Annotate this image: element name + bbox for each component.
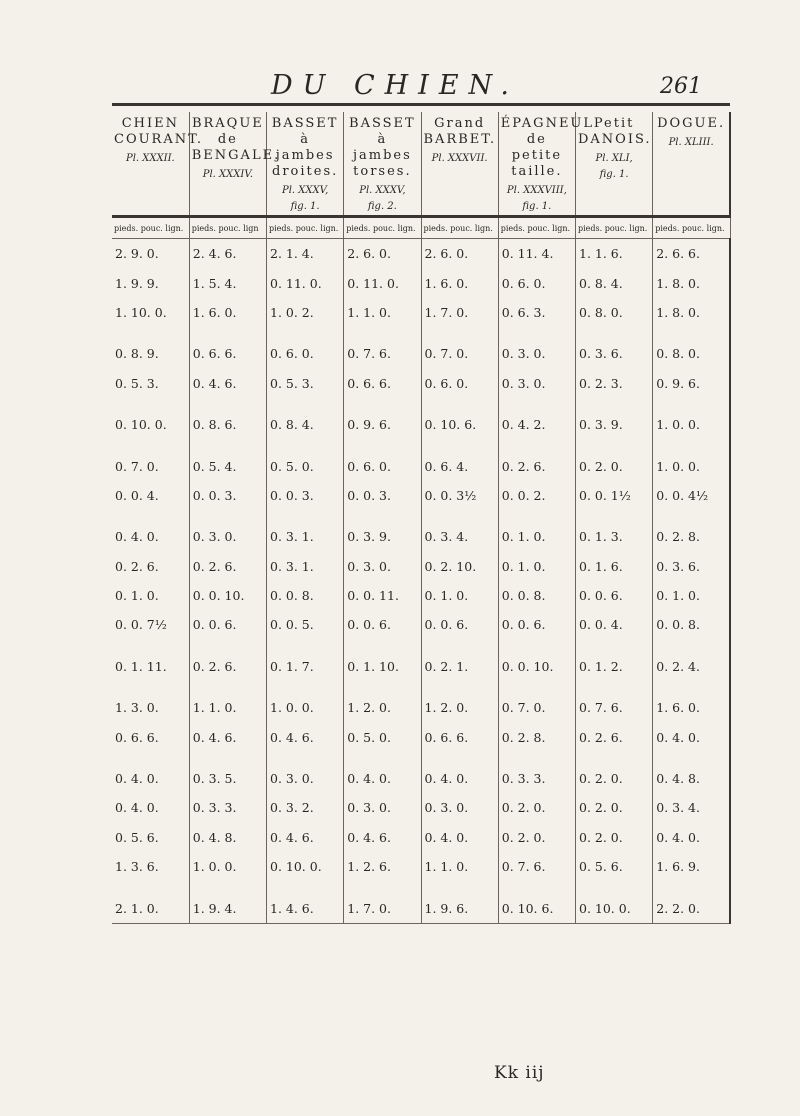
running-head-title: DU CHIEN.: [270, 70, 520, 101]
measurement-cell: 0. 2. 1.: [421, 640, 498, 681]
measurement-cell: 0. 0. 6.: [421, 610, 498, 639]
measurement-cell: 0. 4. 2.: [498, 398, 575, 439]
measurement-cell: 0. 0. 10.: [498, 640, 575, 681]
measurement-cell: 0. 3. 0.: [498, 327, 575, 368]
figure-reference: fig. 1.: [599, 169, 629, 180]
measurement-cell: 0. 2. 6.: [189, 640, 266, 681]
measurement-cell: 0. 2. 10.: [421, 552, 498, 581]
measurement-cell: 0. 0. 8.: [267, 581, 344, 610]
measurement-cell: 0. 3. 3.: [498, 752, 575, 793]
column-header: [421, 112, 498, 217]
measurement-cell: 0. 1. 11.: [112, 640, 189, 681]
unit-header-row: [112, 217, 730, 239]
measurement-cell: 0. 7. 6.: [344, 327, 421, 368]
table-row: [112, 439, 730, 480]
measurement-cell: 0. 7. 0.: [112, 439, 189, 480]
breed-name: ÉPAGNEUL de petite taille.: [500, 116, 595, 179]
measurement-cell: 0. 0. 8.: [498, 581, 575, 610]
measurement-cell: 1. 5. 4.: [189, 268, 266, 297]
table-row: [112, 852, 730, 881]
measurement-cell: 0. 0. 6.: [498, 610, 575, 639]
measurement-cell: 0. 5. 3.: [267, 369, 344, 398]
measurement-cell: 2. 2. 0.: [653, 881, 730, 923]
measurement-cell: 1. 9. 6.: [421, 881, 498, 923]
measurement-cell: 0. 0. 6.: [344, 610, 421, 639]
measurement-cell: 0. 6. 3.: [498, 298, 575, 327]
measurement-cell: 0. 0. 8.: [653, 610, 730, 639]
unit-label: pieds. pouc. lign.: [653, 217, 730, 239]
measurement-cell: 0. 3. 1.: [267, 510, 344, 551]
measurement-cell: 0. 2. 0.: [576, 439, 653, 480]
measurement-cell: 1. 7. 0.: [344, 881, 421, 923]
measurement-cell: 0. 2. 0.: [498, 793, 575, 822]
measurement-table: [112, 112, 731, 924]
measurement-cell: 0. 3. 2.: [267, 793, 344, 822]
table-row: [112, 681, 730, 722]
plate-reference: Pl. XXXV,: [359, 185, 406, 196]
measurement-cell: 1. 8. 0.: [653, 268, 730, 297]
measurement-cell: 0. 4. 8.: [653, 752, 730, 793]
page-number: 261: [660, 74, 702, 99]
table-row: [112, 298, 730, 327]
measurement-cell: 0. 7. 6.: [576, 681, 653, 722]
measurement-cell: 1. 1. 0.: [189, 681, 266, 722]
measurement-cell: 0. 0. 3.: [344, 481, 421, 510]
measurement-cell: 0. 5. 3.: [112, 369, 189, 398]
measurement-cell: 0. 4. 6.: [189, 369, 266, 398]
table-row: [112, 268, 730, 297]
measurement-cell: 1. 10. 0.: [112, 298, 189, 327]
breed-name: BASSET à jambes droites.: [271, 116, 339, 179]
measurement-cell: 0. 4. 0.: [112, 793, 189, 822]
measurement-cell: 0. 1. 7.: [267, 640, 344, 681]
measurement-cell: 0. 2. 6.: [498, 439, 575, 480]
measurement-cell: 0. 4. 0.: [653, 722, 730, 751]
measurement-cell: 1. 2. 0.: [344, 681, 421, 722]
measurement-cell: 0. 5. 6.: [576, 852, 653, 881]
measurement-cell: 0. 1. 10.: [344, 640, 421, 681]
breed-name: BASSET à jambes torses.: [349, 116, 416, 179]
measurement-cell: 0. 10. 0.: [576, 881, 653, 923]
measurement-cell: 0. 9. 6.: [653, 369, 730, 398]
measurement-cell: 1. 7. 0.: [421, 298, 498, 327]
measurement-cell: 0. 2. 0.: [576, 793, 653, 822]
measurement-cell: 1. 8. 0.: [653, 298, 730, 327]
measurement-cell: 0. 4. 6.: [267, 823, 344, 852]
table-row: [112, 722, 730, 751]
column-header: [112, 112, 204, 217]
measurement-cell: 0. 0. 3.: [189, 481, 266, 510]
plate-reference: Pl. XXXV,: [281, 185, 329, 196]
figure-reference: fig. 1.: [290, 201, 320, 212]
measurement-cell: 0. 10. 0.: [112, 398, 189, 439]
measurement-cell: 0. 10. 6.: [421, 398, 498, 439]
measurement-cell: 0. 3. 0.: [344, 793, 421, 822]
measurement-cell: 2. 6. 0.: [344, 239, 421, 269]
measurement-cell: 1. 3. 6.: [112, 852, 189, 881]
breed-name: BRAQUE de BENGALE.: [191, 116, 281, 163]
plate-reference: Pl. XXXVIII,: [506, 185, 567, 196]
measurement-cell: 0. 10. 0.: [267, 852, 344, 881]
column-header: [498, 112, 595, 217]
measurement-cell: 0. 3. 0.: [189, 510, 266, 551]
measurement-cell: 0. 2. 0.: [576, 752, 653, 793]
measurement-cell: 0. 8. 9.: [112, 327, 189, 368]
measurement-cell: 0. 8. 4.: [576, 268, 653, 297]
measurement-cell: 0. 5. 6.: [112, 823, 189, 852]
measurement-cell: 0. 3. 5.: [189, 752, 266, 793]
figure-reference: fig. 1.: [522, 201, 552, 212]
column-header-row: [112, 112, 730, 217]
plate-reference: Pl. XXXVII.: [431, 153, 488, 164]
measurement-cell: 0. 3. 4.: [653, 793, 730, 822]
top-rule: [112, 103, 730, 106]
measurement-cell: 0. 3. 0.: [344, 552, 421, 581]
measurement-cell: 2. 9. 0.: [112, 239, 189, 269]
measurement-cell: 0. 5. 4.: [189, 439, 266, 480]
table-row: [112, 610, 730, 639]
measurement-cell: 1. 0. 0.: [267, 681, 344, 722]
measurement-cell: 1. 0. 0.: [653, 398, 730, 439]
measurement-cell: 0. 1. 0.: [498, 510, 575, 551]
measurement-cell: 0. 5. 0.: [344, 722, 421, 751]
table-row: [112, 752, 730, 793]
measurement-cell: 0. 4. 8.: [189, 823, 266, 852]
measurement-cell: 0. 2. 8.: [653, 510, 730, 551]
measurement-cell: 1. 9. 4.: [189, 881, 266, 923]
measurement-cell: 1. 9. 9.: [112, 268, 189, 297]
unit-label: pieds. pouc. lign.: [421, 217, 498, 239]
measurement-cell: 0. 6. 0.: [498, 268, 575, 297]
breed-name: Grand BARBET.: [423, 116, 497, 147]
measurement-cell: 0. 0. 1½: [576, 481, 653, 510]
measurement-cell: 0. 3. 6.: [576, 327, 653, 368]
measurement-cell: 0. 1. 3.: [576, 510, 653, 551]
measurement-cell: 0. 9. 6.: [344, 398, 421, 439]
measurement-cell: 0. 8. 0.: [653, 327, 730, 368]
table-row: [112, 481, 730, 510]
measurement-cell: 0. 0. 6.: [576, 581, 653, 610]
measurement-cell: 0. 0. 2.: [498, 481, 575, 510]
measurement-cell: 1. 6. 0.: [189, 298, 266, 327]
measurement-cell: 0. 7. 6.: [498, 852, 575, 881]
measurement-cell: 0. 4. 6.: [344, 823, 421, 852]
measurement-cell: 0. 2. 6.: [112, 552, 189, 581]
measurement-cell: 0. 0. 3½: [421, 481, 498, 510]
measurement-cell: 0. 2. 6.: [189, 552, 266, 581]
signature-mark: Kk iij: [494, 1063, 545, 1083]
measurement-cell: 1. 6. 0.: [421, 268, 498, 297]
measurement-cell: 0. 10. 6.: [498, 881, 575, 923]
measurement-cell: 0. 4. 0.: [112, 510, 189, 551]
table-row: [112, 823, 730, 852]
unit-label: pieds. pouc. lign.: [576, 217, 653, 239]
measurement-cell: 1. 0. 2.: [267, 298, 344, 327]
measurement-cell: 0. 4. 0.: [653, 823, 730, 852]
measurement-cell: 0. 0. 5.: [267, 610, 344, 639]
measurement-cell: 2. 4. 6.: [189, 239, 266, 269]
measurement-cell: 0. 3. 0.: [267, 752, 344, 793]
measurement-cell: 0. 0. 4.: [576, 610, 653, 639]
measurement-cell: 0. 0. 4½: [653, 481, 730, 510]
measurement-cell: 0. 2. 6.: [576, 722, 653, 751]
plate-reference: Pl. XLI,: [595, 153, 633, 164]
measurement-cell: 0. 4. 0.: [421, 823, 498, 852]
measurement-cell: 0. 1. 0.: [112, 581, 189, 610]
measurement-cell: 1. 4. 6.: [267, 881, 344, 923]
plate-reference: Pl. XXXIV.: [202, 169, 253, 180]
measurement-cell: 0. 0. 4.: [112, 481, 189, 510]
measurement-cell: 1. 1. 6.: [576, 239, 653, 269]
unit-label: pieds. pouc. lign.: [112, 217, 189, 239]
measurement-cell: 0. 2. 0.: [576, 823, 653, 852]
measurement-cell: 0. 8. 4.: [267, 398, 344, 439]
measurement-cell: 0. 1. 0.: [653, 581, 730, 610]
measurement-cell: 1. 1. 0.: [344, 298, 421, 327]
plate-reference: Pl. XLIII.: [668, 137, 714, 148]
unit-label: pieds. pouc. lign.: [344, 217, 421, 239]
measurement-cell: 0. 6. 6.: [189, 327, 266, 368]
measurement-cell: 0. 3. 6.: [653, 552, 730, 581]
measurement-cell: 0. 3. 3.: [189, 793, 266, 822]
table-row: [112, 510, 730, 551]
measurement-cell: 1. 2. 6.: [344, 852, 421, 881]
measurement-cell: 0. 11. 4.: [498, 239, 575, 269]
measurement-cell: 0. 4. 6.: [267, 722, 344, 751]
column-header: [267, 112, 344, 217]
unit-label: pieds. pouc. lign.: [267, 217, 344, 239]
measurement-cell: 0. 3. 0.: [498, 369, 575, 398]
column-header: [189, 112, 281, 217]
measurement-cell: 0. 2. 8.: [498, 722, 575, 751]
measurement-cell: 0. 0. 11.: [344, 581, 421, 610]
table-row: [112, 581, 730, 610]
measurement-cell: 1. 0. 0.: [189, 852, 266, 881]
measurement-cell: 2. 6. 0.: [421, 239, 498, 269]
table-body: [112, 239, 730, 924]
measurement-cell: 0. 4. 6.: [189, 722, 266, 751]
measurement-cell: 0. 6. 6.: [421, 722, 498, 751]
measurement-cell: 0. 3. 9.: [576, 398, 653, 439]
measurement-cell: 2. 6. 6.: [653, 239, 730, 269]
measurement-cell: 0. 4. 0.: [112, 752, 189, 793]
measurement-cell: 0. 7. 0.: [498, 681, 575, 722]
measurement-cell: 0. 6. 0.: [344, 439, 421, 480]
table-row: [112, 552, 730, 581]
measurement-cell: 0. 8. 6.: [189, 398, 266, 439]
measurement-cell: 0. 4. 0.: [421, 752, 498, 793]
table-row: [112, 640, 730, 681]
table-row: [112, 793, 730, 822]
measurement-cell: 1. 0. 0.: [653, 439, 730, 480]
measurement-cell: 0. 6. 6.: [112, 722, 189, 751]
measurement-cell: 0. 3. 9.: [344, 510, 421, 551]
measurement-cell: 0. 0. 10.: [189, 581, 266, 610]
figure-reference: fig. 2.: [367, 201, 397, 212]
measurement-cell: 0. 11. 0.: [267, 268, 344, 297]
column-header: [344, 112, 421, 217]
measurement-cell: 0. 0. 3.: [267, 481, 344, 510]
measurement-cell: 0. 3. 1.: [267, 552, 344, 581]
table-row: [112, 327, 730, 368]
table-row: [112, 369, 730, 398]
measurement-cell: 0. 1. 6.: [576, 552, 653, 581]
measurement-cell: 0. 2. 4.: [653, 640, 730, 681]
unit-label: pieds. pouc. lign.: [498, 217, 575, 239]
breed-name: DOGUE.: [657, 116, 726, 131]
measurement-cell: 0. 2. 0.: [498, 823, 575, 852]
measurement-cell: 0. 6. 0.: [421, 369, 498, 398]
measurement-cell: 0. 1. 0.: [421, 581, 498, 610]
breed-name: Petit DANOIS.: [578, 116, 652, 147]
table-row: [112, 239, 730, 269]
measurement-cell: 2. 1. 0.: [112, 881, 189, 923]
measurement-cell: 0. 8. 0.: [576, 298, 653, 327]
plate-reference: Pl. XXXII.: [126, 153, 175, 164]
measurement-cell: 0. 6. 4.: [421, 439, 498, 480]
breed-name: CHIEN COURANT.: [114, 116, 204, 147]
measurement-cell: 0. 7. 0.: [421, 327, 498, 368]
measurement-cell: 1. 3. 0.: [112, 681, 189, 722]
measurement-cell: 0. 1. 2.: [576, 640, 653, 681]
measurement-cell: 0. 6. 0.: [267, 327, 344, 368]
measurement-cell: 0. 4. 0.: [344, 752, 421, 793]
table-row: [112, 881, 730, 923]
measurement-cell: 0. 0. 7½: [112, 610, 189, 639]
measurement-cell: 0. 6. 6.: [344, 369, 421, 398]
measurement-cell: 0. 5. 0.: [267, 439, 344, 480]
measurement-cell: 0. 2. 3.: [576, 369, 653, 398]
measurement-cell: 1. 1. 0.: [421, 852, 498, 881]
measurement-cell: 2. 1. 4.: [267, 239, 344, 269]
measurement-cell: 0. 3. 4.: [421, 510, 498, 551]
column-header: [653, 112, 730, 217]
measurement-cell: 0. 3. 0.: [421, 793, 498, 822]
measurement-cell: 0. 1. 0.: [498, 552, 575, 581]
measurement-cell: 1. 2. 0.: [421, 681, 498, 722]
unit-label: pieds. pouc. lign: [189, 217, 266, 239]
table-row: [112, 398, 730, 439]
measurement-cell: 1. 6. 9.: [653, 852, 730, 881]
measurement-cell: 0. 0. 6.: [189, 610, 266, 639]
measurement-cell: 0. 11. 0.: [344, 268, 421, 297]
measurement-cell: 1. 6. 0.: [653, 681, 730, 722]
